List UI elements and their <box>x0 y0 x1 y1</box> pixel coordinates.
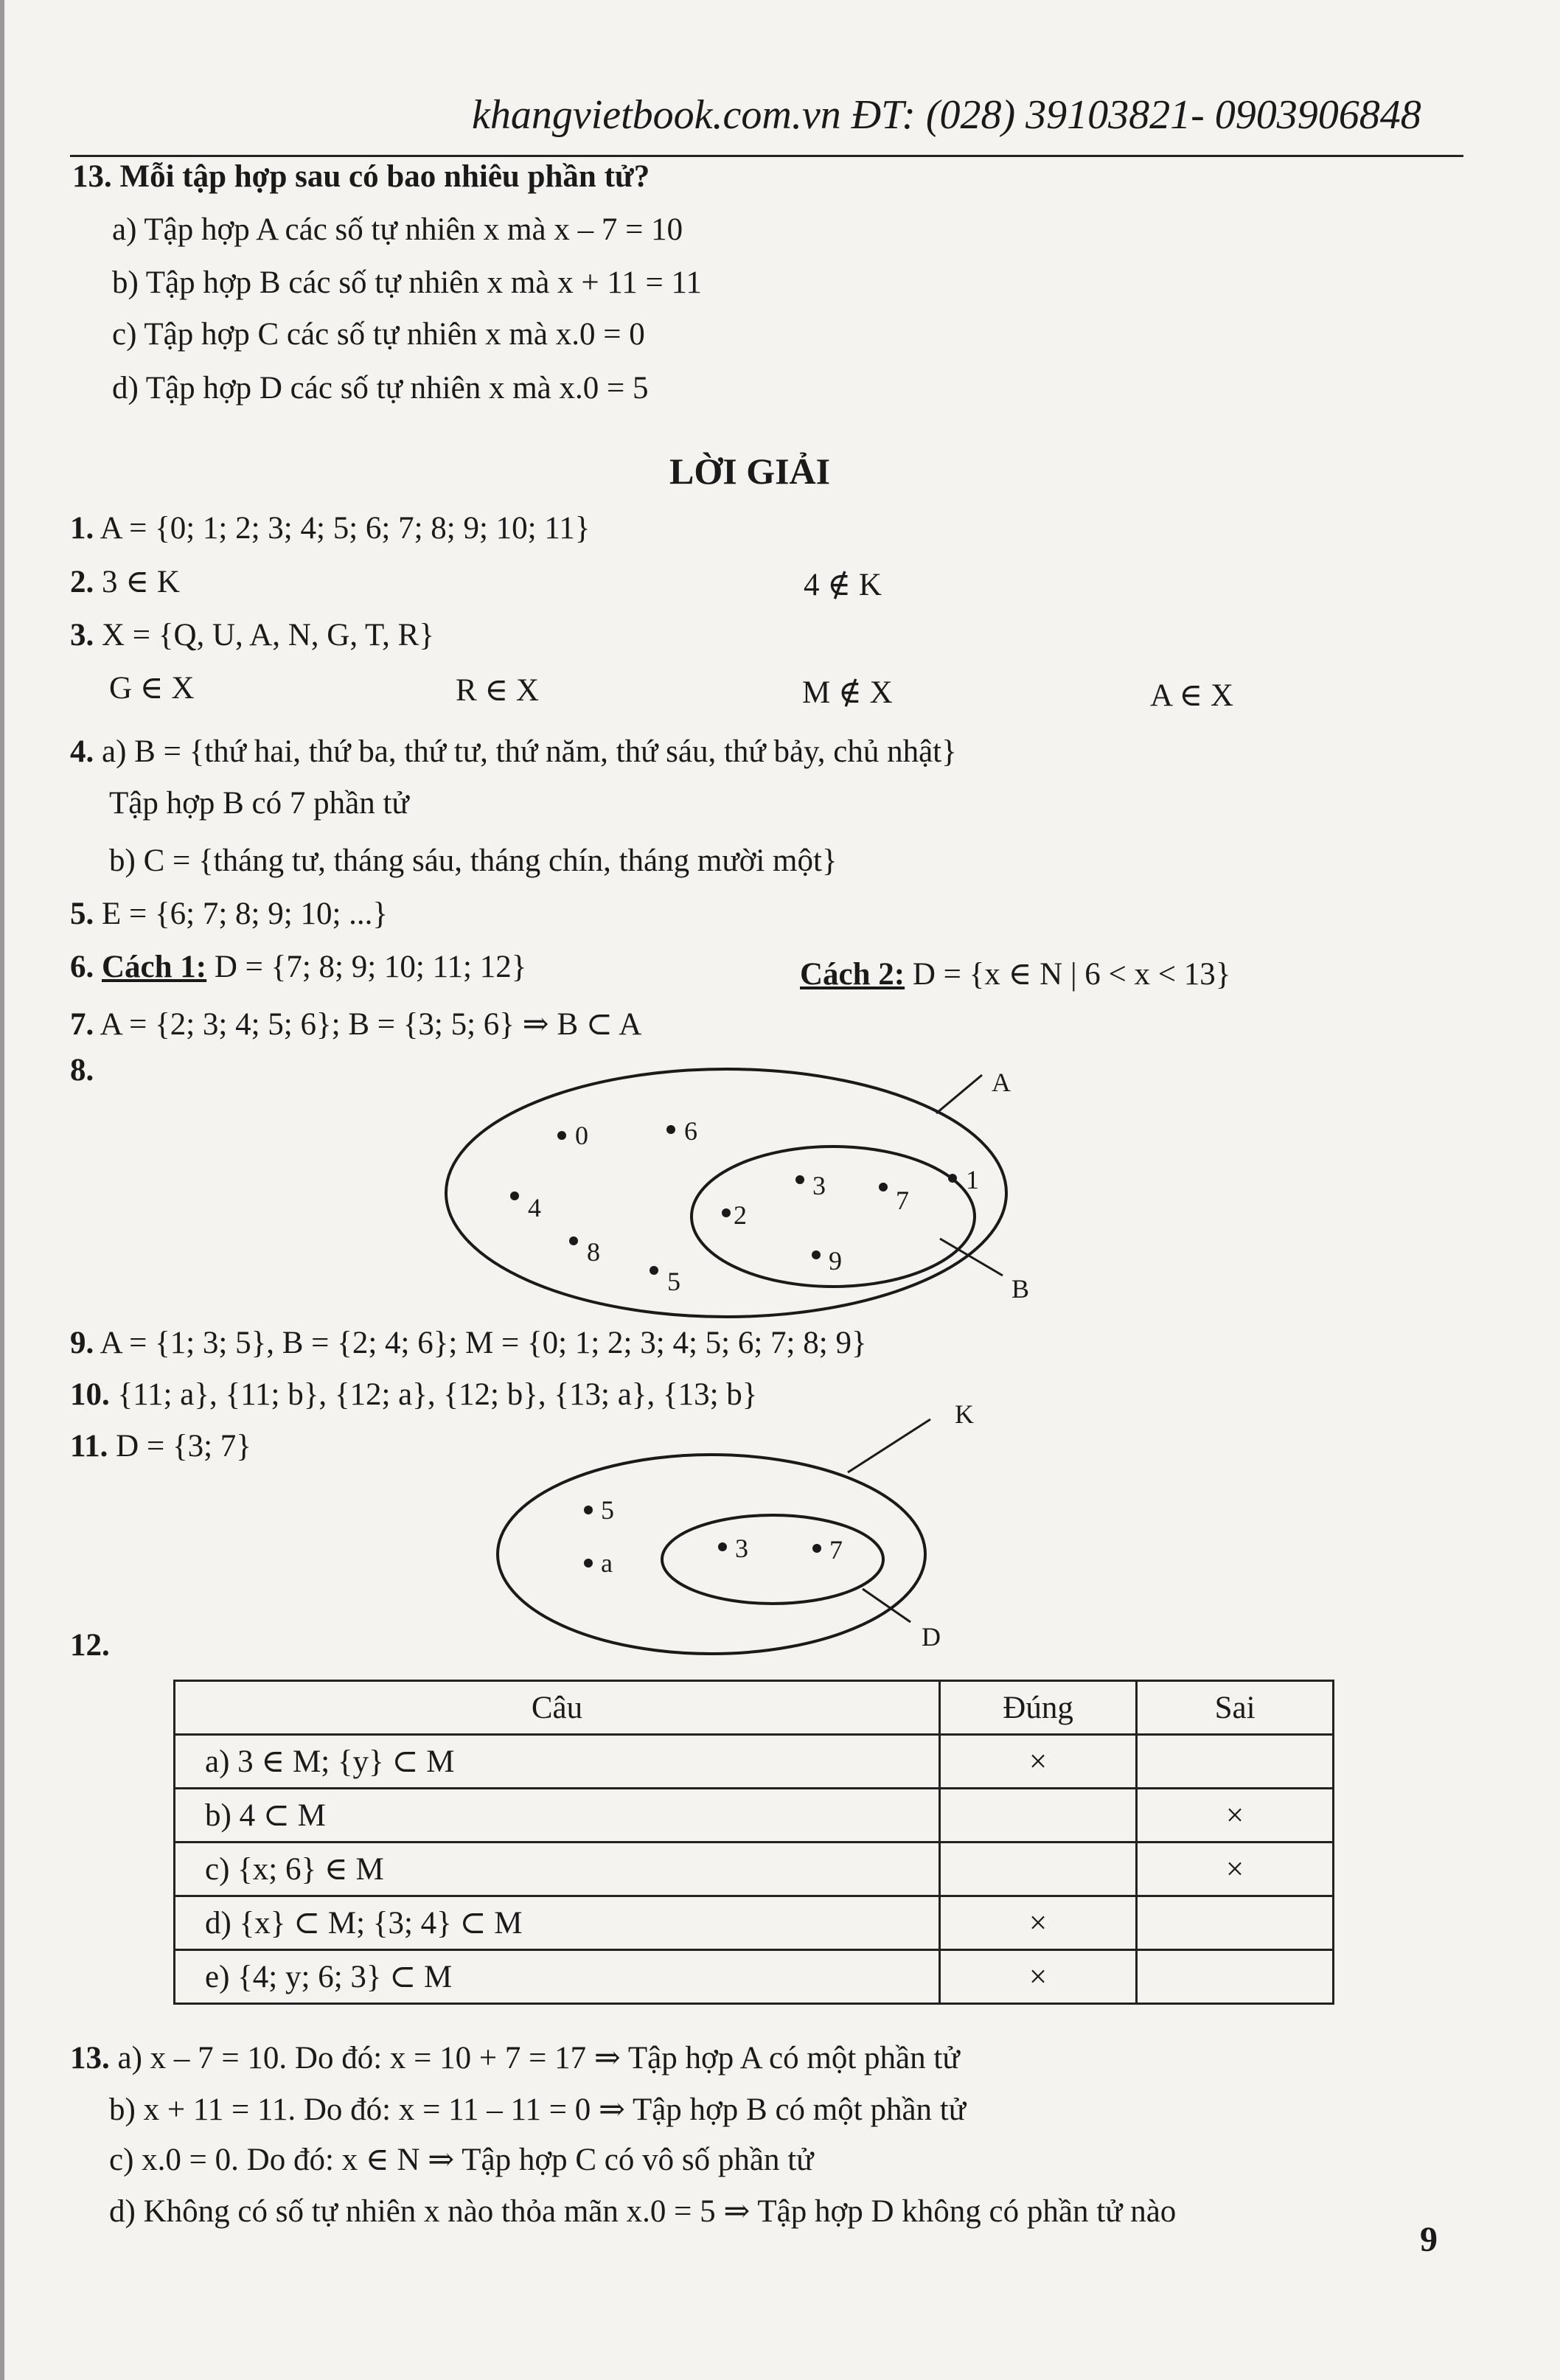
q13-title: 13. Mỗi tập hợp sau có bao nhiêu phần tử? <box>72 159 650 194</box>
solution-3c: M ∉ X <box>802 675 893 710</box>
row-sai-mark <box>1137 1896 1334 1950</box>
row-dung-mark <box>940 1843 1137 1896</box>
venn-11-dot <box>718 1542 727 1551</box>
venn-8-el: 4 <box>528 1193 541 1222</box>
venn-8-pointer-A <box>936 1075 982 1113</box>
solution-13a: 13. a) x – 7 = 10. Do đó: x = 10 + 7 = 17 ⇒ Tập hợp A có một phần tử <box>70 2041 960 2075</box>
venn-8 <box>446 1068 1029 1317</box>
venn-11-pointer-D <box>863 1589 910 1622</box>
venn-11-set-D <box>662 1515 883 1604</box>
venn-8-dot <box>948 1174 957 1183</box>
venn-8-el: 3 <box>812 1171 826 1200</box>
venn-11-label-D: D <box>922 1622 941 1652</box>
q13-c: c) Tập hợp C các số tự nhiên x mà x.0 = 0 <box>112 317 645 352</box>
row-question: b) 4 ⊂ M <box>175 1789 940 1843</box>
row-dung-mark: × <box>940 1896 1137 1950</box>
venn-8-dot <box>666 1125 675 1134</box>
solution-3b: R ∈ X <box>456 673 540 708</box>
col-header-cau: Câu <box>175 1681 940 1735</box>
row-sai-mark <box>1137 1735 1334 1789</box>
solution-13b: b) x + 11 = 11. Do đó: x = 11 – 11 = 0 ⇒ Tập hợp B có một phần tử <box>109 2092 967 2127</box>
solution-4a-count: Tập hợp B có 7 phần tử <box>109 786 409 821</box>
solution-3: 3. X = {Q, U, A, N, G, T, R} <box>70 618 434 653</box>
venn-8-dot <box>650 1266 658 1275</box>
q13-d: d) Tập hợp D các số tự nhiên x mà x.0 = 5 <box>112 371 649 406</box>
page-number: 9 <box>1420 2220 1438 2259</box>
venn-8-dot <box>569 1236 578 1245</box>
venn-8-el: 2 <box>734 1200 747 1230</box>
solution-3d: A ∈ X <box>1150 678 1234 713</box>
row-question: e) {4; y; 6; 3} ⊂ M <box>175 1950 940 2004</box>
row-dung-mark: × <box>940 1735 1137 1789</box>
col-header-dung: Đúng <box>940 1681 1137 1735</box>
solution-5: 5. E = {6; 7; 8; 9; 10; ...} <box>70 897 389 931</box>
venn-11-dot <box>584 1559 593 1567</box>
venn-11-pointer-K <box>848 1419 930 1472</box>
solution-2: 2. 3 ∈ K <box>70 565 180 599</box>
table-row <box>175 1896 1334 1950</box>
venn-8-el: 5 <box>667 1267 680 1296</box>
venn-8-dot <box>812 1250 821 1259</box>
table-row <box>175 1843 1334 1896</box>
table-row <box>175 1735 1334 1789</box>
solution-4a: 4. a) B = {thứ hai, thứ ba, thứ tư, thứ năm, thứ sáu, thứ bảy, chủ nhật} <box>70 734 957 769</box>
solution-6-cach2: Cách 2: D = {x ∈ N | 6 < x < 13} <box>800 957 1231 992</box>
venn-8-dot <box>795 1175 804 1184</box>
solution-6-cach1: 6. Cách 1: D = {7; 8; 9; 10; 11; 12} <box>70 950 527 984</box>
solutions-title: LỜI GIẢI <box>669 450 831 492</box>
solution-13d: d) Không có số tự nhiên x nào thỏa mãn x.0 = 5 ⇒ Tập hợp D không có phần tử nào <box>109 2194 1177 2229</box>
venn-11-set-K <box>498 1455 925 1654</box>
row-sai-mark: × <box>1137 1789 1334 1843</box>
q13-a: a) Tập hợp A các số tự nhiên x mà x – 7 = 10 <box>112 212 683 247</box>
solution-13c: c) x.0 = 0. Do đó: x ∈ N ⇒ Tập hợp C có vô số phần tử <box>109 2143 814 2177</box>
solution-7: 7. A = {2; 3; 4; 5; 6}; B = {3; 5; 6} ⇒ B ⊂ A <box>70 1007 642 1042</box>
table-header-row <box>175 1681 1334 1735</box>
true-false-table <box>173 1680 1334 2005</box>
table-row <box>175 1789 1334 1843</box>
venn-11-el: 3 <box>735 1534 748 1563</box>
row-question: c) {x; 6} ∈ M <box>175 1843 940 1896</box>
row-dung-mark: × <box>940 1950 1137 2004</box>
solution-1: 1. A = {0; 1; 2; 3; 4; 5; 6; 7; 8; 9; 10; 11} <box>70 511 591 546</box>
page-header: khangvietbook.com.vn ĐT: (028) 39103821- 0903906848 <box>472 92 1421 138</box>
venn-11-dot <box>584 1506 593 1514</box>
venn-8-el: 9 <box>829 1246 842 1276</box>
col-header-sai: Sai <box>1137 1681 1334 1735</box>
venn-8-dot <box>557 1131 566 1140</box>
solution-11: 11. D = {3; 7} <box>70 1429 251 1464</box>
venn-8-dot <box>722 1208 731 1217</box>
venn-8-el: 6 <box>684 1116 697 1146</box>
venn-11-dot <box>812 1544 821 1553</box>
row-dung-mark <box>940 1789 1137 1843</box>
venn-11-el: a <box>601 1548 613 1578</box>
venn-11 <box>498 1399 974 1654</box>
solution-10: 10. {11; a}, {11; b}, {12; a}, {12; b}, {13; a}, {13; b} <box>70 1377 758 1412</box>
venn-8-label-B: B <box>1011 1274 1030 1304</box>
solution-4b: b) C = {tháng tư, tháng sáu, tháng chín, tháng mười một} <box>109 843 838 878</box>
venn-8-dot <box>879 1183 888 1191</box>
venn-11-el: 7 <box>829 1535 843 1565</box>
row-sai-mark <box>1137 1950 1334 2004</box>
row-question: d) {x} ⊂ M; {3; 4} ⊂ M <box>175 1896 940 1950</box>
solution-9: 9. A = {1; 3; 5}, B = {2; 4; 6}; M = {0; 1; 2; 3; 4; 5; 6; 7; 8; 9} <box>70 1326 867 1360</box>
venn-11-label-K: K <box>955 1399 974 1429</box>
venn-11-el: 5 <box>601 1495 614 1525</box>
venn-8-el: 8 <box>587 1237 600 1267</box>
venn-8-dot <box>510 1191 519 1200</box>
row-sai-mark: × <box>1137 1843 1334 1896</box>
q13-b: b) Tập hợp B các số tự nhiên x mà x + 11 = 11 <box>112 265 702 300</box>
solution-2b: 4 ∉ K <box>804 568 882 602</box>
solution-8-num: 8. <box>70 1053 94 1088</box>
venn-8-el: 1 <box>966 1165 979 1194</box>
venn-8-label-A: A <box>992 1068 1011 1097</box>
table-row <box>175 1950 1334 2004</box>
solution-12-num: 12. <box>70 1628 110 1663</box>
venn-8-el: 7 <box>896 1186 909 1215</box>
solution-3a: G ∈ X <box>109 671 195 706</box>
venn-8-el: 0 <box>575 1121 588 1150</box>
row-question: a) 3 ∈ M; {y} ⊂ M <box>175 1735 940 1789</box>
